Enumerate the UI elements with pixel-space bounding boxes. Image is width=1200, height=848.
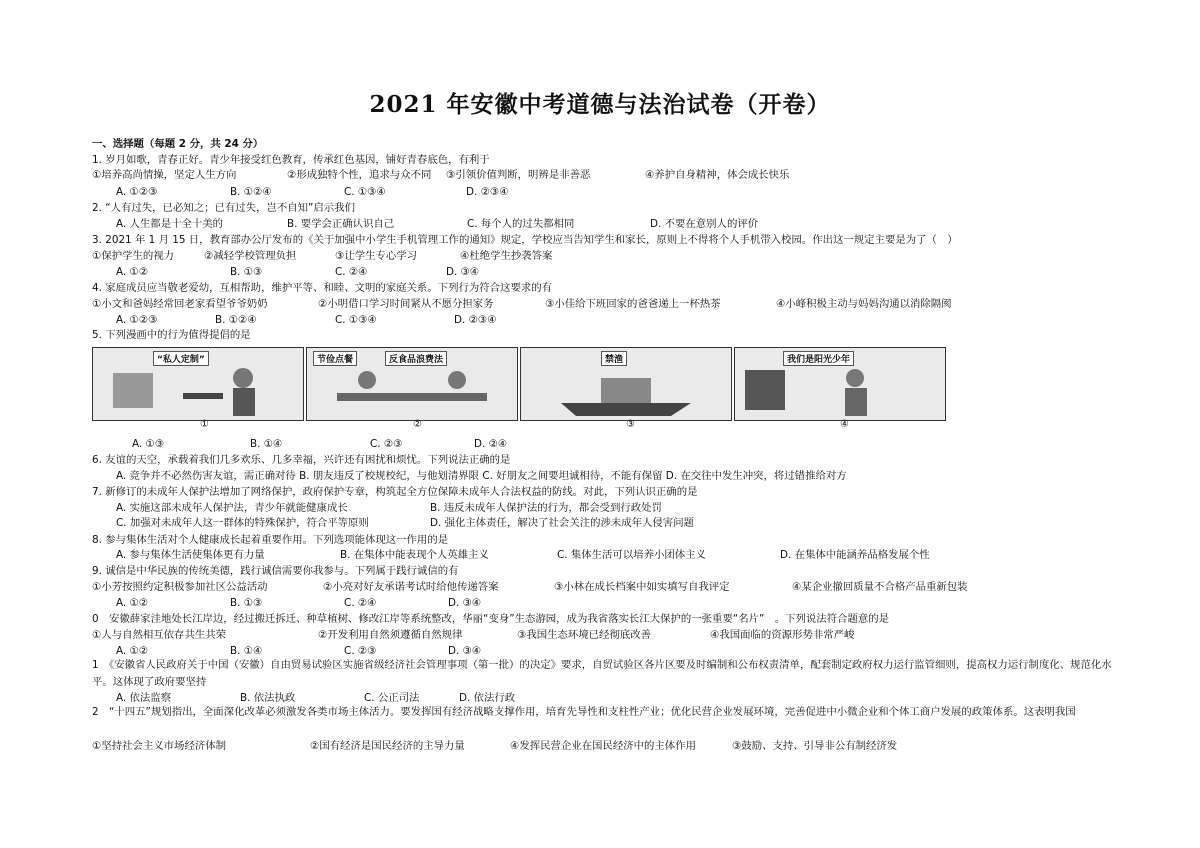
cartoon-3-label: 禁渔 [601, 351, 627, 366]
q8-option-b: B. 在集体中能表现个人英雄主义 [340, 549, 489, 561]
q5-option-d: D. ②④ [474, 438, 508, 450]
q2-option-b: B. 要学会正确认识自己 [287, 218, 395, 230]
q4-option-a: A. ①②③ [116, 314, 158, 326]
q10-item-3: ③我国生态环境已经彻底改善 [517, 629, 652, 641]
cartoon-strip [92, 347, 1112, 419]
section-heading: 一、选择题（每题 2 分，共 24 分） [92, 138, 264, 150]
q8-stem: 8. 参与集体生活对个人健康成长起着重要作用。下列选项能体现这一作用的是 [92, 534, 449, 546]
cartoon-panel-4 [734, 347, 946, 421]
q5-stem: 5. 下列漫画中的行为值得提倡的是 [92, 329, 251, 341]
q2-option-a: A. 人生都是十全十美的 [116, 218, 224, 230]
q7-option-c: C. 加强对未成年人这一群体的特殊保护，符合平等原则 [116, 517, 369, 529]
q10-option-a: A. ①② [116, 645, 149, 657]
q3-item-3: ③让学生专心学习 [335, 250, 418, 262]
q1-item-3: ③引领价值判断，明辨是非善恶 [446, 169, 591, 181]
q8-option-c: C. 集体生活可以培养小团体主义 [557, 549, 706, 561]
q7-option-a: A. 实施这部未成年人保护法，青少年就能健康成长 [116, 502, 348, 514]
q9-item-1: ①小芳按照约定积极参加社区公益活动 [92, 581, 268, 593]
q10-stem: 0 安徽薛家洼地处长江岸边，经过搬迁拆迁、种草植树、修改江岸等系统整改，华丽“变身”生态游园，成为我省落实长江大保护的一张重要“名片” 。下列说法符合题意的是 [92, 613, 890, 625]
q9-option-c: C. ②④ [344, 597, 377, 609]
q3-item-2: ②减轻学校管理负担 [204, 250, 297, 262]
q3-option-c: C. ②④ [335, 266, 368, 278]
q1-option-d: D. ②③④ [466, 186, 509, 198]
cartoon-caption-2: ② [413, 419, 422, 430]
cartoon-4-label: 我们是阳光少年 [783, 351, 854, 366]
q2-option-d: D. 不要在意别人的评价 [650, 218, 759, 230]
q1-option-c: C. ①③④ [344, 186, 386, 198]
q10-option-c: C. ②③ [344, 645, 377, 657]
q9-option-b: B. ①③ [230, 597, 263, 609]
q3-item-1: ①保护学生的视力 [92, 250, 175, 262]
q4-item-2: ②小明借口学习时间紧从不愿分担家务 [318, 298, 494, 310]
q5-option-c: C. ②③ [370, 438, 403, 450]
cartoon-caption-1: ① [200, 419, 209, 430]
cartoon-2-label-b: 反食品浪费法 [385, 351, 447, 366]
q4-option-b: B. ①②④ [215, 314, 257, 326]
q9-stem: 9. 诚信是中华民族的传统美德，践行诚信需要你我参与。下列属于践行诚信的有 [92, 565, 459, 577]
q1-item-4: ④养护自身精神，体会成长快乐 [645, 169, 790, 181]
cartoon-caption-3: ③ [626, 419, 635, 430]
q5-option-a: A. ①③ [132, 438, 165, 450]
q3-stem: 3. 2021 年 1 月 15 日，教育部办公厅发布的《关于加强中小学生手机管理工作的通知》规定，学校应当告知学生和家长，原则上不得将个人手机带入校园。作出这一规定主要是为了（ ） [92, 234, 958, 246]
q2-stem: 2. “人有过失，已必知之；已有过失，岂不自知”启示我们 [92, 202, 355, 214]
q12-item-4: ③鼓励、支持、引导非公有制经济发 [732, 740, 898, 752]
q4-item-1: ①小文和爸妈经常回老家看望爷爷奶奶 [92, 298, 268, 310]
q3-item-4: ④杜绝学生抄袭答案 [460, 250, 553, 262]
q10-option-b: B. ①④ [230, 645, 263, 657]
q4-option-d: D. ②③④ [454, 314, 497, 326]
q12-item-3: ④发挥民营企业在国民经济中的主体作用 [510, 740, 696, 752]
q10-item-4: ④我国面临的资源形势非常严峻 [710, 629, 855, 641]
q9-option-a: A. ①② [116, 597, 149, 609]
q9-item-2: ②小亮对好友承诺考试时给他传递答案 [323, 581, 499, 593]
q9-item-3: ③小林在成长档案中如实填写自我评定 [554, 581, 730, 593]
q10-item-1: ①人与自然相互依存共生共荣 [92, 629, 227, 641]
q12-item-2: ②国有经济是国民经济的主导力量 [310, 740, 465, 752]
q2-option-c: C. 每个人的过失都相同 [467, 218, 575, 230]
q11-option-c: C. 公正司法 [364, 692, 420, 704]
q11-option-d: D. 依法行政 [459, 692, 516, 704]
q8-option-d: D. 在集体中能涵养品格发展个性 [780, 549, 930, 561]
q9-option-d: D. ③④ [448, 597, 482, 609]
q4-stem: 4. 家庭成员应当敬老爱幼，互相帮助，维护平等、和睦、文明的家庭关系。下列行为符合这要求的有 [92, 282, 553, 294]
q7-option-b: B. 违反未成年人保护法的行为，都会受到行政处罚 [430, 502, 662, 514]
q1-option-b: B. ①②④ [230, 186, 272, 198]
q11-option-b: B. 依法执政 [240, 692, 296, 704]
q3-option-d: D. ③④ [446, 266, 480, 278]
q1-stem: 1. 岁月如歌，青春正好。青少年接受红色教育，传承红色基因，铺好青春底色，有利于 [92, 154, 490, 166]
q12-item-1: ①坚持社会主义市场经济体制 [92, 740, 227, 752]
q8-option-a: A. 参与集体生活使集体更有力量 [116, 549, 265, 561]
q10-item-2: ②开发利用自然须遵循自然规律 [318, 629, 463, 641]
q9-item-4: ④某企业撤回质量不合格产品重新包装 [792, 581, 968, 593]
page-title: 2021 年安徽中考道德与法治试卷（开卷） [369, 91, 831, 118]
q5-option-b: B. ①④ [250, 438, 283, 450]
cartoon-2-label-a: 节俭点餐 [313, 351, 357, 366]
q3-option-b: B. ①③ [230, 266, 263, 278]
q1-item-2: ②形成独特个性，追求与众不同 [287, 169, 432, 181]
q3-option-a: A. ①② [116, 266, 149, 278]
q4-item-3: ③小佳给下班回家的爸爸递上一杯热茶 [545, 298, 721, 310]
q1-option-a: A. ①②③ [116, 186, 158, 198]
q6-stem: 6. 友谊的天空，承载着我们几多欢乐、几多幸福，兴许还有困扰和烦忧。下列说法正确的是 [92, 454, 511, 466]
q10-option-d: D. ③④ [448, 645, 482, 657]
q11-stem: 1 《安徽省人民政府关于中国（安徽）自由贸易试验区实施省级经济社会管理事项（第一批）的决定》要求，自贸试验区各片区要及时编制和公布权责清单，配套制定政府权力运行监管细则，提高权力运行制度化、规范化水平。这体现了政府要坚持 [92, 659, 1112, 688]
q1-item-1: ①培养高尚情操，坚定人生方向 [92, 169, 237, 181]
q6-options: A. 竞争并不必然伤害友谊，需正确对待 B. 朋友违反了校规校纪，与他划清界限 C. 好朋友之间要坦诚相待，不能有保留 D. 在交往中发生冲突，将过错推给对方 [116, 470, 847, 482]
cartoon-panel-3 [520, 347, 732, 421]
cartoon-1-label: “私人定制” [153, 351, 209, 366]
q12-stem: 2 “十四五”规划指出，全面深化改革必须激发各类市场主体活力。要发挥国有经济战略支撑作用，培育先导性和支柱性产业；优化民营企业发展环境，完善促进中小微企业和个体工商户发展的政策体系。这表明我国 [92, 706, 1076, 718]
q4-option-c: C. ①③④ [335, 314, 377, 326]
cartoon-caption-4: ④ [840, 419, 849, 430]
q7-option-d: D. 强化主体责任，解决了社会关注的涉未成年人侵害问题 [430, 517, 694, 529]
q11-option-a: A. 依法监察 [116, 692, 172, 704]
q4-item-4: ④小峰积极主动与妈妈沟通以消除隔阂 [776, 298, 952, 310]
cartoon-panel-1 [92, 347, 304, 421]
cartoon-panel-2 [306, 347, 518, 421]
q7-stem: 7. 新修订的未成年人保护法增加了网络保护，政府保护专章，构筑起全方位保障未成年人合法权益的防线。对此，下列认识正确的是 [92, 486, 698, 498]
